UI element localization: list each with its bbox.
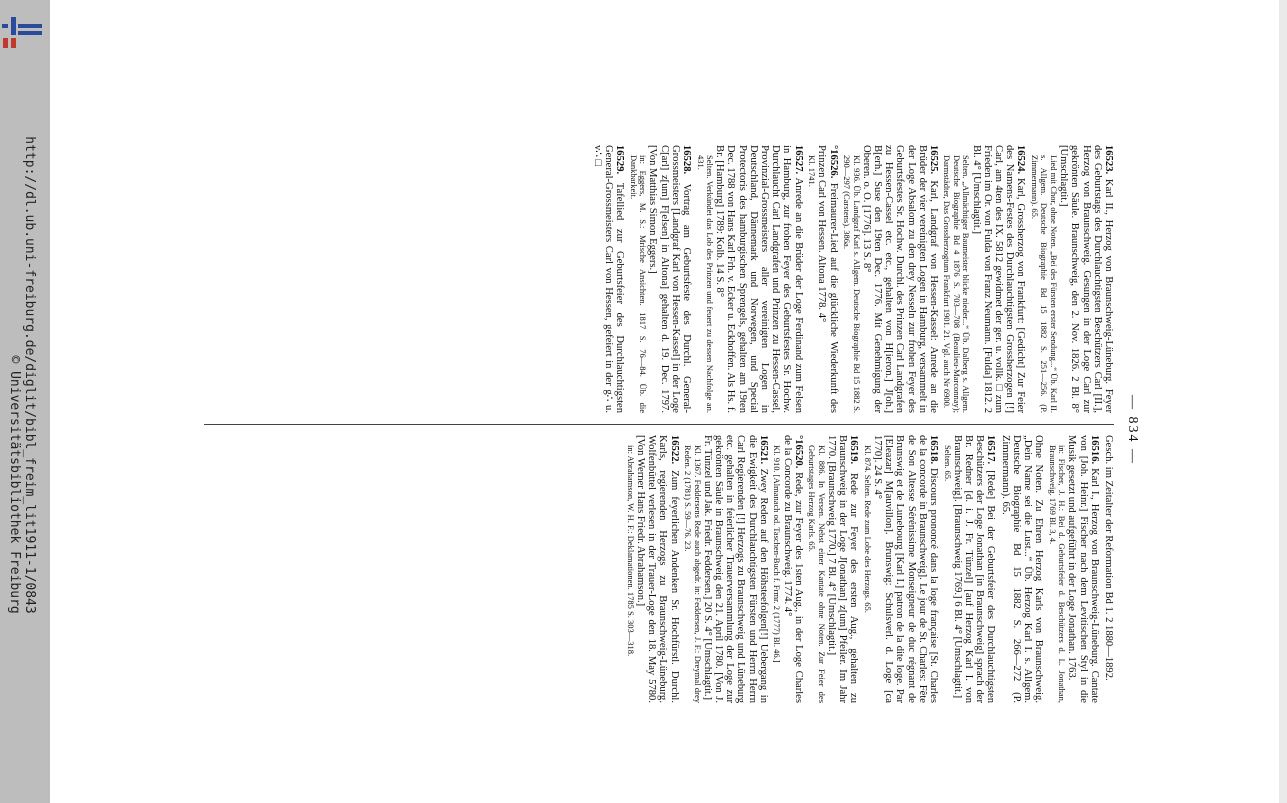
- bibliography-entry: [1047, 435, 1100, 703]
- entry-number: 16523.: [1103, 145, 1114, 179]
- bibliography-entry: [772, 435, 804, 703]
- entry-text: Rede, zur Feyer des 1sten Aug., in der Loge Charles de la Concorde zu Braunschweig. 1774. 4°: [781, 435, 804, 703]
- entry-number: 16522.: [668, 435, 680, 471]
- bibliography-entry: [942, 435, 996, 703]
- bibliography-entry: [842, 145, 939, 413]
- viewer-sidebar: [0, 0, 50, 803]
- entry-text: Tafellied zur Geburtsfeier des Durchlauchtigsten General-Grossmeisters Carl von Hessen, gefeiert in der g∴ u. v∴ □: [591, 145, 626, 414]
- viewer-caption: [7, 136, 37, 613]
- entry-number: 16525.: [927, 145, 939, 181]
- entry-note: Kl. 874. Selten. Rede zum Lobe des Herzogs. 65.: [862, 445, 873, 613]
- entry-number: 16517.: [985, 435, 997, 471]
- entry-note: Kl. 1367. Feddersens Rede auch abgedr. in: Feddersen, J. F.: Dreymal drey Reden. 2 (1781) S. 59—76. 23.: [683, 445, 703, 703]
- entry-number: °16520.: [792, 435, 804, 473]
- bibliography-entry: [625, 435, 679, 703]
- page-edge: [1279, 0, 1287, 803]
- bibliography-entry: [942, 145, 1027, 413]
- entry-note: in: Eggers, M. S.: Mrische Ansichten. 1817 S. 76—84. Üb. die Dankbarkeit.: [628, 155, 649, 413]
- bibliography-entry: [862, 435, 939, 703]
- entry-note: Selten. Verkündet das Lob des Prinzen und feuert zu dessen Nachfolge an. 431.: [695, 155, 716, 413]
- bibliography-entry: [807, 435, 860, 703]
- entry-number: 16528.: [681, 145, 693, 184]
- entry-text: Gesch. im Zeitalter der Reformation Bd 1. 2 1880—1892.: [1103, 435, 1114, 681]
- entry-text: Karl I., Herzog von Braunschweig-Lüneburg. Cantate von [Joh. Heinr.] Fischer nach dem Levitischen Styl in die Musik gesetzt und aufgeführt in der Loge Jonathan. 1763.: [1066, 435, 1100, 703]
- entry-note: Kl. 936. Üb. Landgraf Karl s. Allgem. Deutsche Biographie Bd 15 1882 S. 290—297 (Carstens). 386a.: [842, 155, 862, 413]
- left-column: [589, 145, 1114, 413]
- bibliography-entry: [695, 145, 804, 413]
- entry-note: Kl. 1741.: [807, 155, 818, 187]
- entry-text: Ohne Noten. Zu Ehren Herzog Karls von Braunschweig. „Dein Name sei die Lust...“ Üb. Herzog Karl I. s. Allgem. Deutsche Biographie Bd 15 1882 S. 266—272 (P. Zimmermann). 65.: [999, 435, 1045, 703]
- copyright-notice: © Universitätsbibliothek Freiburg: [7, 355, 22, 614]
- entry-note: Kl. 910. [Almanach od. Taschen-Buch f. Frmr. 2 (1777) Bl. 46.]: [772, 445, 783, 663]
- bibliography-entry: [628, 145, 692, 413]
- entry-number: 16529.: [614, 145, 626, 183]
- bibliography-entry: [807, 145, 839, 413]
- entry-text: Karl II., Herzog von Braunschweig-Lüneburg. Feyer des Geburtstags des Durchlauchtigsten Beschützers Carl [II.], Herzog von Braunschweig. Gesungen in der Loge Carl zur gekrönten Säule. Braunschweig, den 2. Nov. 1826. 2 Bl. 8° [Umschlagtit.]: [1058, 145, 1114, 413]
- entry-text: Vortrag am Geburtsfeste des Durchl. General-Grossmeisters [Landgraf Karl von Hessen-Kassel] in der Loge C[arl] z[um] F[elsen] in Altona] gehalten d. 19. Dec. 1797. [Von Matthias Simon Eggers.]: [647, 145, 693, 414]
- entry-text: Karl, Landgraf von Hessen-Kassel: Anrede an die Brüder der vier vereinigten Logen in Hamburg, versammelt in der Loge Absalom zu den drey Nesseln zur frohen Feyer des Geburtsfestes Sr. Hochw. Durchl. des Prinzen Carl Landgrafen zu Hessen-Cassel etc. etc., gehalten von H[ieron.] J[oh.] B[erh.] Suse den 19ten Dec. 1776. Mit Genehmigung der Oberen. o. O. [1776]. 13 S. 8°: [860, 145, 939, 414]
- entry-note: Selten. „Allmächtiger Baumeister blicke nieder...“ Üb. Dalberg s. Allgem. Deutsche Biographie Bd 4 1876 S. 703—708 (Beaulieu-Marconnay); Darmstädter, Das Grossherzogtum Frankfurt 1901. 21. Vgl. auch Nr 6900.: [942, 155, 972, 413]
- entry-number: 16521.: [757, 435, 769, 469]
- entry-note: Lied mit Chor, ohne Noten. „Bei des Fürsten erster Sendung...“ Üb. Karl II. s. Allgem. Deutsche Biographie Bd 15 1882 S. 251—256. (P. Zimmermann). 65.: [1029, 155, 1059, 413]
- entry-note: Selten. 65.: [942, 445, 953, 482]
- bibliography-entry: [683, 435, 769, 703]
- rotated-page-body: [183, 145, 1140, 705]
- right-column: [622, 435, 1114, 703]
- entry-number: 16519.: [848, 435, 860, 474]
- university-logo-icon[interactable]: [2, 8, 42, 48]
- bibliography-entry: [1029, 145, 1114, 413]
- entry-note: in: Abrahamson, W. H. F.: Deklamationen. 1785 S. 303—318.: [625, 445, 636, 657]
- bibliography-entry: [1103, 435, 1114, 703]
- entry-text: Anrede an die Brüder der Loge Ferdinand zum Felsen in Hamburg, zur frohen Feyer des Geburtsfestes Sr. Hochw. Durchlaucht Carl Landgrafen und Prinzen zu Hessen-Cassel, Provinzial-Grossmeisters aller vereinigten Logen in Deutschland, Dännemark und Norwegen, und Special Protectoris des hamburgischen Sprengels, gehalten am 19ten Dec. 1788 von Hans Karl Frh. v. Ecker u. Eckhoffen. Als Hs. f. Br. [Hamburg] 1789: Kolb. 14 S. 8°: [714, 145, 804, 414]
- entry-number: °16526.: [827, 145, 839, 183]
- entry-text: Discours prononcé dans la loge française [St. Charles de la concorde in Braunschweig]. Le jour de St. Charles: Fête de Son Altesse Sérénissime Monseigneur de duc régnant de Brunswig et de Lunebourg [Karl I.] patron de la dite loge. Par [Eleazar] M[auvillon]. Brunswig: Schulsverl. d. Loge [ca 1770]. 24 S. 4°: [872, 435, 940, 703]
- entry-text: Zum feyerlichen Andenken Sr. Hochfürstl. Durchl. Karls, regierenden Herzogs zu Braunschweig-Lüneburg. Wolfenbüttel verlesen in der Trauer-Loge den 18. May 5780. [Von Werner Hans Friedr. Abrahamson.]: [635, 435, 680, 703]
- entry-text: Rede zur Feyer des ersten Aug., gehalten zu Braunschweig in der Loge J[onathan] z[um] Pfeiler. Im Jahr 1770. [Braunschweig 1770.] 7 Bl. 4° [Umschlagtit.]: [825, 435, 860, 703]
- page-number: — 834 —: [1125, 395, 1140, 465]
- source-url[interactable]: http://dl.ub.uni-freiburg.de/diglit/bibl_freim_lit1911-1/0843: [22, 136, 37, 614]
- entry-text: Karl, Grossherzog von Frankfurt: [Gedicht] Zur Feier des Namens-Festes des Durchlauchtigsten Grossherzogen [!] Carl, am 4ten des IX. 5812 gewidmet der ger. u. vollk. □ zum Frieden im Or. von Fulda von Franz Neumann. [Fulda] 1812. 2 Bl. 4° [Umschlagtit.]: [970, 145, 1027, 414]
- text-columns: [184, 145, 1114, 705]
- entry-text: Zwey Reden auf den Höhsteefolgen[!] Uebergang in die Ewigkeit des Durchlauchtigsten Fürsten und Herrn Herrn Carl Regierenden [!] Herzogs zu Braunschweig und Lüneburg etc. gehalten in feierlicher Trauerversammlung der Loge zur gekrönten Säule in Braunschweig den 21. April 1780. [Von J. Fr. Tünzel und Jak. Friedr. Feddersen.] 20 S. 4° [Umschlagtit.]: [701, 435, 769, 703]
- entry-number: 16524.: [1015, 145, 1027, 179]
- column-divider: [204, 424, 1114, 425]
- entry-number: 16527.: [792, 145, 804, 178]
- entry-text: [Rede] Bei der Geburtsfeier des Durchlauchtigsten Beschützers der Loge Jonathan [in Braunschweig] sprach der Br. Redner [d. i. J. Fr. Tünzel] [auf Herzog Karl I. von Braunschweig]. [Braunschweig 1769.] 6 Bl. 4° [Umschlagtit.]: [951, 435, 997, 703]
- entry-number: 16518.: [928, 435, 940, 468]
- bibliography-entry: [592, 145, 626, 413]
- entry-note: Kl. 886. In Versen. Nebst einer Kantate ohne Noten. Zur Feier des Geburtstages Herzog Karls. 65.: [807, 445, 827, 703]
- entry-note: in: Fischer, J. H.: Bei d. Geburtsfeier d. Beschützers d. L. Jonathan, Braunschweig. 1769 Bl. 3, 4.: [1047, 445, 1068, 703]
- bibliography-entry: [999, 435, 1044, 703]
- entry-number: 16516.: [1088, 435, 1100, 469]
- entry-text: Freimaurer-Lied auf die glückliche Wiederkunft des Prinzen Carl von Hessen. Altona 1778. 4°: [816, 145, 839, 413]
